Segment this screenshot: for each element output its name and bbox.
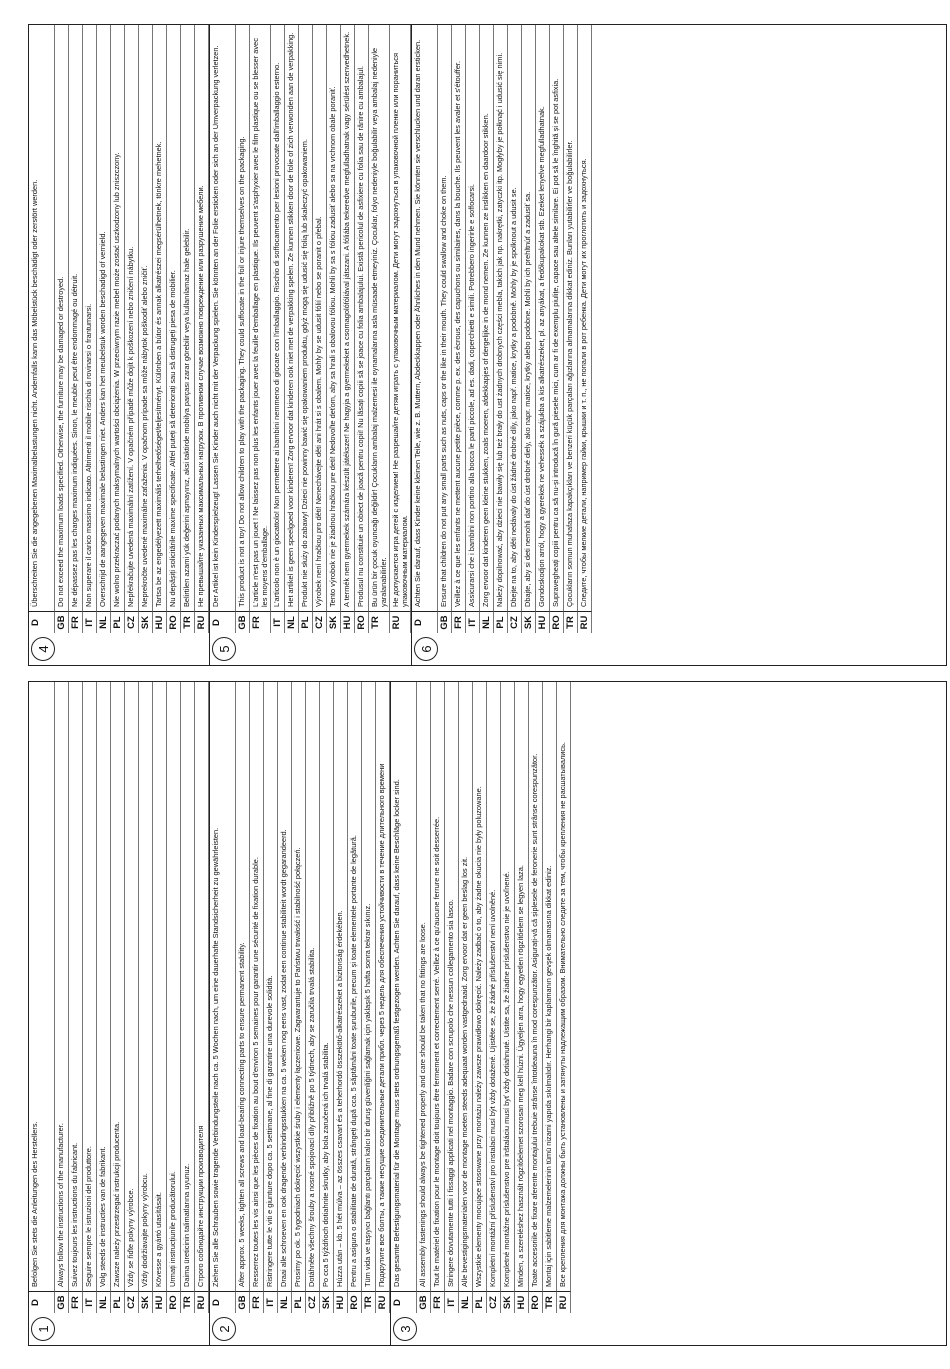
language-code: TR (369, 611, 390, 633)
section-number-spacer (271, 633, 285, 665)
section-number-spacer (369, 633, 390, 665)
section-number-spacer (125, 1313, 139, 1345)
language-code: HU (334, 1291, 348, 1313)
instruction-text: Produkt nie służy do zabawy! Dzieci nie powinny bawić się opakowaniem produktu, gdyż mogą się udusić się folią lub skaleczyć opakowaniem. (299, 25, 313, 611)
language-code: IT (466, 611, 480, 633)
instruction-text: Pentru a asigura o stabilitate de durată, strângeți după cca. 5 săptămâni toate șuruburile, precum și toate elementele portante de legătură. (348, 682, 362, 1291)
section-number-spacer (417, 1313, 431, 1345)
instruction-text: Ziehen Sie alle Schrauben sowie tragende Verbindungsteile nach ca. 5 Wochen nach, um eine dauerhafte Standsicherheit zu gewährleisten. (210, 682, 236, 1291)
instruction-text: This product is not a toy! Do not allow children to play with the packaging. They could suffocate in the foil or injure themselves on the packaging. (236, 25, 250, 611)
section-number-spacer (494, 633, 508, 665)
language-code: NL (97, 611, 111, 633)
instruction-text: Das gesamte Befestigungsmaterial für die Montage muss stets ordnungsgemäß festgezogen werden. Achten Sie darauf, dass keine Beschläge locker sind. (391, 682, 417, 1291)
section-number-spacer (334, 1313, 348, 1345)
section-number-spacer (83, 1313, 97, 1345)
instruction-text: Подкрутите все болты, а также несущие соединительные детали прибл. через 5 недель для обеспечения устойчивости в течение длительного времени (376, 682, 390, 1291)
language-code: CZ (125, 611, 139, 633)
language-code: FR (452, 611, 466, 633)
language-code: RU (195, 1291, 209, 1313)
section-number-spacer (390, 633, 411, 665)
language-code: FR (69, 1291, 83, 1313)
language-code: CZ (306, 1291, 320, 1313)
language-code: NL (285, 611, 299, 633)
instruction-text: Montaj için sabitleme malzemelerinin tümü nizami yapıda sıkılmalıdır. Herhangi bir kaplamanın gevşek olmamasına dikkat ediniz. (543, 682, 557, 1291)
section-number-spacer (564, 633, 578, 665)
language-code: RO (167, 611, 181, 633)
section-number-spacer (250, 633, 271, 665)
section-number-spacer (139, 633, 153, 665)
section-number-spacer (125, 633, 139, 665)
instruction-text: Gondoskodjon arról, hogy a gyerekek ne vehessék a szájukba a kis alkatrészeket, pl. az anyákat, a fedőkupakokat stb. Ezeket lenyelve megfulladhatnak. (536, 25, 550, 611)
instruction-text: Не превышайте указанных максимальных нагрузок. В противном случае возможно повреждение или разрушение мебели. (195, 25, 209, 611)
language-code: TR (181, 611, 195, 633)
instruction-text: Toate accesoriile de fixare aferente montajului trebuie strânse întotdeauna în mod corespunzător. Asigurați-vă că șiplesele de feronerie sunt strânse corespunzător. (529, 682, 543, 1291)
language-code: D (29, 611, 55, 633)
language-code: CZ (508, 611, 522, 633)
section-number-spacer (487, 1313, 501, 1345)
language-code: NL (480, 611, 494, 633)
section-number-spacer (557, 1313, 571, 1345)
language-code: FR (250, 1291, 264, 1313)
instruction-text: Veillez à ce que les enfants ne mettent aucune petite pièce, comme p. ex. des écrous, des capuchons ou similaires, dans la bouche. Ils peuvent les avaler et s'étouffer. (452, 25, 466, 611)
instruction-text: Kompletné montážne príslušenstvo pre inštaláciu musí byť vždy dotiahnuté. Uistite sa, že žiadne príslušenstvo nie je uvoľnené. (501, 682, 515, 1291)
section-number-spacer (431, 1313, 445, 1345)
instruction-text: Не допускается игра детей с изделием! Не разрешайте детям играть с упаковочным материалом. Дети могут задохнуться в упаковочной пленке или пораниться упаковочным материалом. (390, 25, 411, 611)
section-number-spacer (299, 633, 313, 665)
instruction-text: Do not exceed the maximum loads specified. Otherwise, the furniture may be damaged or destroyed. (55, 25, 69, 611)
language-code: TR (564, 611, 578, 633)
section-number-spacer (111, 1313, 125, 1345)
language-code: GB (236, 1291, 250, 1313)
instruction-text: Der Artikel ist kein Kinderspielzeug! Lassen Sie Kinder auch nicht mit der Verpackung spielen. Sie könnten an der Folie ersticken oder sich an der Umverpackung verletzen. (210, 25, 236, 611)
language-code: HU (515, 1291, 529, 1313)
instruction-text: Kompletní montážní příslušenství pro instalaci musí být vždy dotažené. Ujistěte se, že žádné příslušenství není uvolněné. (487, 682, 501, 1291)
section-number-spacer (97, 633, 111, 665)
language-code: RO (167, 1291, 181, 1313)
section-number: 5 (212, 637, 236, 661)
language-code: PL (292, 1291, 306, 1313)
language-code: SK (139, 611, 153, 633)
section-number-spacer (250, 1313, 264, 1345)
section-number-badge (29, 1313, 55, 1345)
language-code: GB (438, 611, 452, 633)
section-number-spacer (292, 1313, 306, 1345)
instruction-text: Tüm vida ve taşıyıcı bağlantı parçaların kalıcı bir duruş güvenliğini sağlamak için yaklaşık 5 hafta sonra tekrar sıkınız. (362, 682, 376, 1291)
language-code: NL (97, 1291, 111, 1313)
instruction-text: Bu ürün bir çocuk oyuncağı değildir! Çocukların ambalaj malzemesi ile oynamalarına asla müsaade etmeyiniz. Çocuklar, folyo nedeniyle boğulabilir veya ambalaj nedeniyle yaralanabilirler. (369, 25, 390, 611)
instruction-text: Все крепления для монтажа должны быть установлены и затянуты надлежащим образом. Внимательно следите за тем, чтобы крепления не расшатывались. (557, 682, 571, 1291)
instruction-text: Dotáhněte všechny šrouby a nosné spojovací díly přibližně po 5 týdnech, aby se zaručila trvalá stabilita. (306, 682, 320, 1291)
instruction-text: Wszystkie elementy mocujące stosowane przy montażu należy zawsze prawidłowo dokręcić. Należy zadbać o to, aby żadne okucia nie były poluzowane. (473, 682, 487, 1291)
instruction-text: Non superare il carico massimo indicato. Altrimenti il mobile rischia di rovinarsi o frantumarsi. (83, 25, 97, 611)
language-code: NL (278, 1291, 292, 1313)
language-code: RU (195, 611, 209, 633)
instruction-text: Achten Sie darauf, dass Kinder keine kleinen Teile, wie z. B. Muttern, Abdeckkappen oder Ähnliches in den Mund nehmen. Sie könnten sie verschlucken und daran ersticken. (412, 25, 438, 611)
section-number-badge (210, 1313, 236, 1345)
instruction-text: Seguire sempre le istruzioni del produttore. (83, 682, 97, 1291)
section-number-spacer (167, 633, 181, 665)
section-number-spacer (438, 633, 452, 665)
language-code: RU (578, 611, 592, 633)
section-number-spacer (508, 633, 522, 665)
instruction-text: Suivez toujours les instructions du fabricant. (69, 682, 83, 1291)
language-code: CZ (313, 611, 327, 633)
section-number-spacer (111, 633, 125, 665)
instruction-text: After approx. 5 weeks, tighten all screws and load-bearing connecting parts to ensure permanent stability. (236, 682, 250, 1291)
language-code: TR (181, 1291, 195, 1313)
section-number-spacer (501, 1313, 515, 1345)
language-code: PL (299, 611, 313, 633)
instruction-text: Produsul nu constituie un obiect de joacă pentru copii! Nu lăsați copiii să se joace cu folia ambalajului. Există pericolul de asfixiere cu folia sau de rănire cu ambalajul. (355, 25, 369, 611)
instruction-text: L'articolo non è un giocattolo! Non permettere ai bambini nemmeno di giocare con l'imballaggio. Rischio di soffocamento per lesioni provocate dall'imballaggio esterno. (271, 25, 285, 611)
section-number-spacer (376, 1313, 390, 1345)
section-number-spacer (195, 1313, 209, 1345)
instruction-section (209, 682, 390, 1345)
language-code: IT (445, 1291, 459, 1313)
section-number-spacer (529, 1313, 543, 1345)
language-code: SK (327, 611, 341, 633)
instruction-text: Stringere dovutamente tutti i fissaggi applicati nel montaggio. Badare con scrupolo che nessun collegamento sia lasco. (445, 682, 459, 1291)
language-code: D (29, 1291, 55, 1313)
language-code: CZ (487, 1291, 501, 1313)
section-number-spacer (181, 633, 195, 665)
instruction-text: Überschreiten Sie die angegebenen Maximalbelastungen nicht. Andernfalls kann das Möbelstück beschädigt oder zerstört werden. (29, 25, 55, 611)
language-code: SK (522, 611, 536, 633)
section-number-spacer (236, 633, 250, 665)
instruction-text: Kövesse a gyártó utasításait. (153, 682, 167, 1291)
panel-left-content (29, 682, 946, 1345)
instruction-text: Ristringere tutte le viti e giunture dopo ca. 5 settimane, al fine di garantire una durevole solidità. (264, 682, 278, 1291)
section-number-spacer (320, 1313, 334, 1345)
section-number-spacer (69, 1313, 83, 1345)
instruction-text: Húzza után – kb. 5 hét múlva – az összes csavart és a teherhordó összekötő-alkatrészeket a biztonság érdekében. (334, 682, 348, 1291)
section-number: 1 (31, 1317, 55, 1341)
language-code: PL (494, 611, 508, 633)
section-number-spacer (264, 1313, 278, 1345)
instruction-text: Daima üreticinin talimatlarına uyunuz. (181, 682, 195, 1291)
section-number-spacer (236, 1313, 250, 1345)
language-code: IT (83, 611, 97, 633)
instruction-text: Tartsa be az engedélyezett maximális terhelhetőséget/teljesítményt. Különben a bútor és annak alkatrészei megsérülhetnek, tönkre mehetnek. (153, 25, 167, 611)
panel-left (28, 681, 947, 1346)
instruction-text: Vždy se řiďte pokyny výrobce. (125, 682, 139, 1291)
instruction-text: L'article n'est pas un jouet ! Ne laissez pas non plus les enfants jouer avec la feuille d'emballage en plastique. Ils peuvent s'asphyxier avec le film plastique ou se blesser avec les moyens d'emballage. (250, 25, 271, 611)
section-number-spacer (578, 633, 592, 665)
language-code: PL (111, 611, 125, 633)
language-code: GB (236, 611, 250, 633)
instruction-section (29, 25, 209, 665)
language-code: TR (362, 1291, 376, 1313)
section-number-spacer (473, 1313, 487, 1345)
instruction-text: Ne dépassez pas les charges maximum indiquées. Sinon, le meuble peut être endommagé ou détruit. (69, 25, 83, 611)
section-number-spacer (139, 1313, 153, 1345)
instruction-text: Nie wolno przekraczać podanych maksymalnych wartości obciążenia. W przeciwnym razie mebel może zostać uszkodzony lub zniszczony. (111, 25, 125, 611)
language-code: FR (431, 1291, 445, 1313)
instruction-text: Zorg ervoor dat kinderen geen kleine stukken, zoals moeren, afdekkapjes of dergelijke in de mond nemen. Ze kunnen ze inslikken en daardoor stikken. (480, 25, 494, 611)
section-number-spacer (536, 633, 550, 665)
section-number-badge (412, 633, 438, 665)
instruction-text: Resserrez toutes les vis ainsi que les pièces de fixation au bout d'environ 5 semaines pour garantir une sécurité de fixation durable. (250, 682, 264, 1291)
language-code: FR (250, 611, 271, 633)
section-number-spacer (306, 1313, 320, 1345)
section-number-spacer (327, 633, 341, 665)
instruction-text: Zawsze należy przestrzegać instrukcji producenta. (111, 682, 125, 1291)
instruction-text: Tento výrobok nie je žiadnou hračkou pre deti! Nedovoľte deťom, aby sa hrali s obalovou fóliou. Mohli by sa s fóliou zadusiť alebo sa na vrchnom obale poraniť. (327, 25, 341, 611)
instruction-text: Befolgen Sie stets die Anleitungen des Herstellers. (29, 682, 55, 1291)
section-number-badge (29, 633, 55, 665)
language-code: RU (557, 1291, 571, 1313)
instruction-section (29, 682, 209, 1345)
instruction-text: Belirtilen azami yük değerini aşmayınız, aksi taktirde mobilya parçası zarar görebilir veya kullanılamaz hale gelebilir. (181, 25, 195, 611)
section-number: 4 (31, 637, 55, 661)
instruction-text: Tout le matériel de fixation pour le montage doit toujours être fermement et correctement serré. Veillez à ce qu'aucune ferrure ne soit desserrée. (431, 682, 445, 1291)
instruction-section (390, 682, 571, 1345)
section-number-spacer (55, 633, 69, 665)
language-code: D (210, 1291, 236, 1313)
section-number-spacer (195, 633, 209, 665)
section-number-spacer (452, 633, 466, 665)
language-code: HU (536, 611, 550, 633)
instruction-text: Çocukların somun muhafaza kapakçıkları ve benzeri küçük parçaları ağızlarına almamalarına dikkat ediniz. Bunları yutabilirler ve boğulabilirler. (564, 25, 578, 611)
instruction-text: Minden, a szereléshez használt rögzítőelemet szorosan meg kell húzni. Ügyeljen arra, hogy egyetlen rögzítőelem se legyen laza. (515, 682, 529, 1291)
language-code: SK (501, 1291, 515, 1313)
section-number-spacer (341, 633, 355, 665)
instruction-text: Dbejte na to, aby děti nedávaly do úst žádné drobné díly, jako např. matice, krytky a podobně. Mohly by je spolknout a udusit se. (508, 25, 522, 611)
language-code: NL (459, 1291, 473, 1313)
language-code: RO (550, 611, 564, 633)
section-number-spacer (459, 1313, 473, 1345)
instruction-section (209, 25, 411, 665)
instruction-text: Overschrijd de aangegeven maximale belastingen niet. Anders kan het meubelstuk worden beschadigd of vernield. (97, 25, 111, 611)
instruction-text: Volg steeds de instructies van de fabrikant. (97, 682, 111, 1291)
panel-right-content (29, 25, 946, 665)
instruction-text: Следите, чтобы мелкие детали, например гайки, крышки и т. п., не попали в рот ребенка. Дети могут их проглотить и задохнуться. (578, 25, 592, 611)
instruction-text: Urmați instrucțiunile producătorului. (167, 682, 181, 1291)
instruction-text: Alle bevestigingsmaterialen voor de montage moeten steeds adequaat worden vastgedraaid. Zorg ervoor dat er geen beslag los zit. (459, 682, 473, 1291)
instruction-text: Het artikel is geen speelgoed voor kinderen! Zorg ervoor dat kinderen ook niet met de verpakking spelen. Ze kunnen stikken door de folie of zich verwonden aan de verpakking. (285, 25, 299, 611)
section-number-badge (210, 633, 236, 665)
language-code: PL (111, 1291, 125, 1313)
instruction-text: Draai alle schroeven en ook dragende verbindingsstukken na ca. 5 weken nog eens vast, zodat een continue stabiliteit wordt gegarandeerd. (278, 682, 292, 1291)
section-number: 6 (414, 637, 438, 661)
language-code: CZ (125, 1291, 139, 1313)
language-code: HU (341, 611, 355, 633)
instruction-text: A termék nem gyermekek számára készült játékszer! Ne hagyja a gyermekeket a csomagolófóliával játszani. A fóliába tekeredve megfulladhatnak vagy sérülést szenvedhetnek. (341, 25, 355, 611)
instruction-section (411, 25, 592, 665)
instruction-text: Ensure that children do not put any small parts such as nuts, caps or the like in their mouth. They could swallow and choke on them. (438, 25, 452, 611)
section-number-spacer (153, 1313, 167, 1345)
section-number: 3 (393, 1317, 417, 1341)
section-number-spacer (522, 633, 536, 665)
instruction-text: Vždy dodržiavajte pokyny výrobcu. (139, 682, 153, 1291)
section-number-badge (391, 1313, 417, 1345)
section-number-spacer (285, 633, 299, 665)
section-number-spacer (278, 1313, 292, 1345)
language-code: IT (264, 1291, 278, 1313)
language-code: D (412, 611, 438, 633)
instruction-text: Supravegheați copiii pentru ca să nu-și introducă în gură piesele mici, cum ar fi de exemplu piulițe, capace sau altele similare. Ei pot să le înghită și se pot asfixia. (550, 25, 564, 611)
language-code: IT (271, 611, 285, 633)
language-code: HU (153, 1291, 167, 1313)
language-code: SK (320, 1291, 334, 1313)
language-code: IT (83, 1291, 97, 1313)
language-code: PL (473, 1291, 487, 1313)
section-number-spacer (355, 633, 369, 665)
instruction-text: Dbajte, aby si deti nemohli dať do úst drobné diely, ako napr. matice, krytky alebo podobne. Mohli by ich prehltnúť a zadusiť sa. (522, 25, 536, 611)
instruction-text: Należy dopilnować, aby dzieci nie bawiły się lub też brały do ust żadnych drobnych części mebla, takich jak np. nakrętki, zatyczki itp. Mogłyby je połknąć i udusić się nimi. (494, 25, 508, 611)
instruction-text: Výrobek není hračkou pro děti! Nenechávejte děti ani hrát si s obalem. Mohly by se udusit fólií nebo se poranit o přebal. (313, 25, 327, 611)
section-number-spacer (153, 633, 167, 665)
language-code: D (210, 611, 236, 633)
section-number-spacer (466, 633, 480, 665)
language-code: RU (390, 611, 411, 633)
instruction-text: All assembly fastenings should always be tightened properly and care should be taken that no fittings are loose. (417, 682, 431, 1291)
instruction-text: Po cca 5 týždňoch dotiahnite skrutky, aby bola zaručená ich trvalá stabilita. (320, 682, 334, 1291)
language-code: FR (69, 611, 83, 633)
section-number-spacer (348, 1313, 362, 1345)
section-number-spacer (83, 633, 97, 665)
language-code: RO (355, 611, 369, 633)
section-number: 2 (212, 1317, 236, 1341)
language-code: D (391, 1291, 417, 1313)
panel-right (28, 24, 947, 666)
instruction-text: Nepřekračujte uvedená maximální zatížení. V opačném případě může dojít k poškození nebo zničení nábytku. (125, 25, 139, 611)
language-code: RU (376, 1291, 390, 1313)
instruction-text: Assicurarsi che i bambini non portino alla bocca le parti piccole, ad es. dadi, coperchietti e simili. Potrebbero ingerirle e soffocarsi. (466, 25, 480, 611)
instruction-text: Строго соблюдайте инструкции производителя (195, 682, 209, 1291)
language-code: HU (153, 611, 167, 633)
language-code: GB (417, 1291, 431, 1313)
section-number-spacer (445, 1313, 459, 1345)
section-number-spacer (167, 1313, 181, 1345)
language-code: GB (55, 611, 69, 633)
instruction-text: Always follow the instructions of the manufacturer. (55, 682, 69, 1291)
section-number-spacer (69, 633, 83, 665)
instruction-text: Neprekročte uvedené maximálne zaťaženia. V opačnom prípade sa môže nábytok poškodiť alebo zničiť. (139, 25, 153, 611)
section-number-spacer (543, 1313, 557, 1345)
instruction-text: Prosimy po ok. 5 tygodniach dokręcić wszystkie śruby i elementy łączeniowe. Zagwarantuje to Państwu trwałość i stabilność połączeń. (292, 682, 306, 1291)
section-number-spacer (55, 1313, 69, 1345)
language-code: SK (139, 1291, 153, 1313)
section-number-spacer (550, 633, 564, 665)
section-number-spacer (515, 1313, 529, 1345)
section-number-spacer (181, 1313, 195, 1345)
section-number-spacer (97, 1313, 111, 1345)
section-number-spacer (362, 1313, 376, 1345)
section-number-spacer (480, 633, 494, 665)
language-code: RO (348, 1291, 362, 1313)
section-number-spacer (313, 633, 327, 665)
language-code: GB (55, 1291, 69, 1313)
instruction-text: Nu depășiți solicitările maxime specificate. Altfel puteți să deteriorați sau să distrugeți piesa de mobilier. (167, 25, 181, 611)
language-code: RO (529, 1291, 543, 1313)
language-code: TR (543, 1291, 557, 1313)
